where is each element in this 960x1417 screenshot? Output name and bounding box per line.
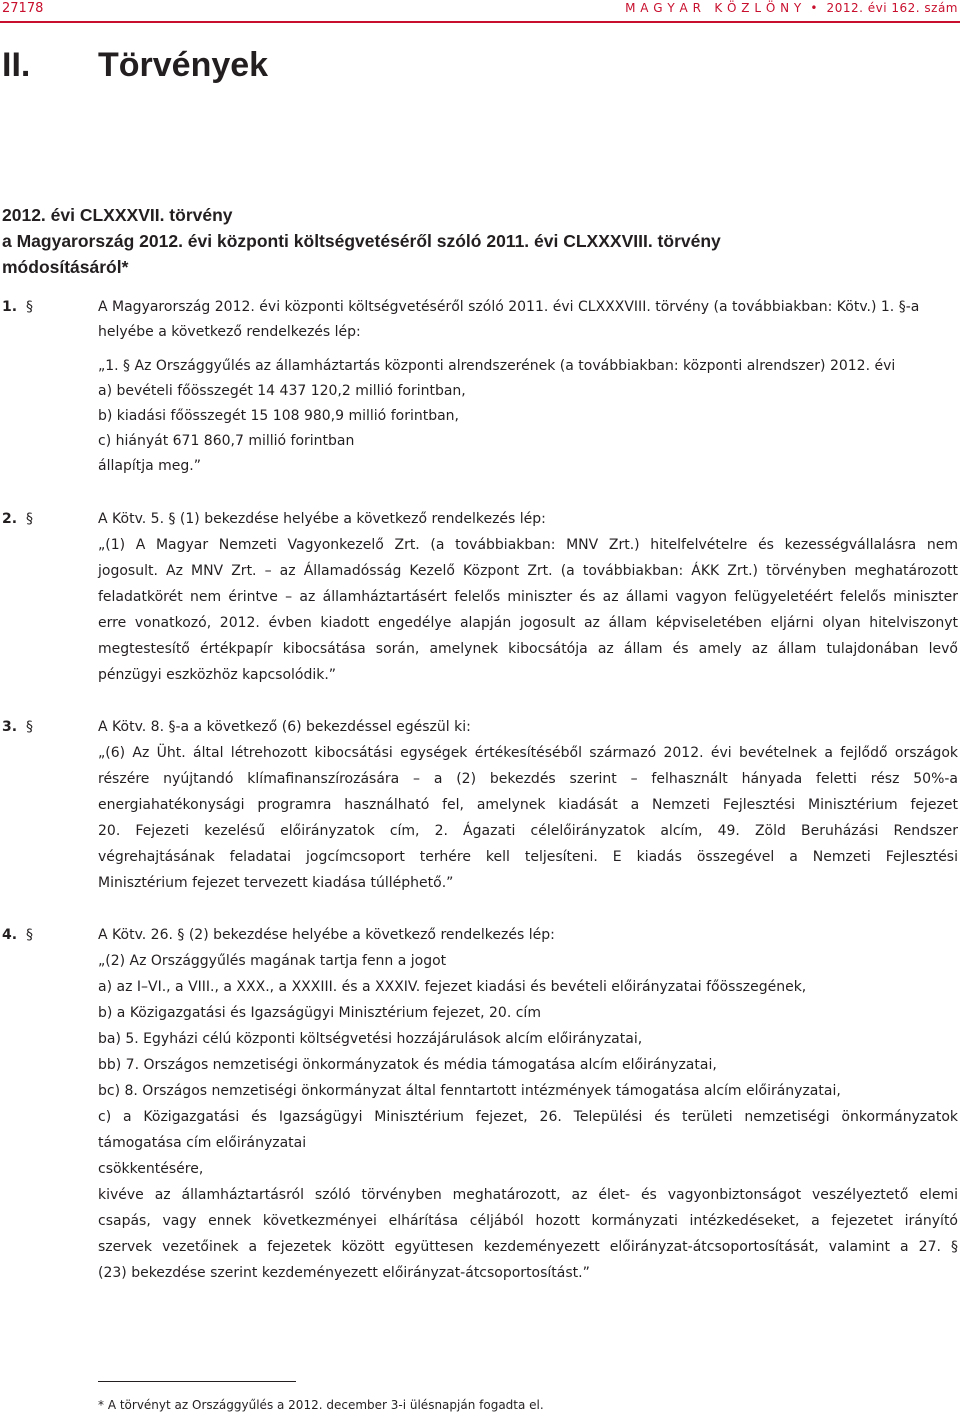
quoted-text: Minisztérium fejezet tervezett kiadása túlléphető.”: [98, 875, 454, 891]
section-number: 1.: [2, 299, 18, 315]
header-rule: [0, 21, 960, 23]
part-number: II.: [2, 46, 31, 84]
section-number: 2.: [2, 511, 18, 527]
section-text: A Magyarország 2012. évi központi költségvetéséről szóló 2011. évi CLXXXVIII. törvény (a továbbiakban: Kötv.) 1. §-a: [98, 299, 920, 315]
section-sign: §: [26, 511, 33, 527]
law-title-line: 2012. évi CLXXXVII. törvény: [2, 205, 233, 225]
list-item: bb) 7. Országos nemzetiségi önkormányzatok és média támogatása alcím előirányzatai,: [98, 1057, 717, 1073]
quoted-text: csapás, vagy ennek következményei elhárítása céljából hozott kormányzati intézkedéseket, a fejezetet irányító: [98, 1213, 958, 1229]
quoted-text: megtestesítő értékpapír kibocsátása során, amelynek kibocsátója az állam és amely az állam tulajdonában levő: [98, 641, 958, 657]
page-number: 27178: [2, 1, 44, 16]
list-item: támogatása cím előirányzatai: [98, 1135, 307, 1151]
quoted-text: részére nyújtandó klímafinanszírozására – a (2) bekezdés szerint – felhasznált hányada feletti rész 50%-a: [98, 771, 958, 787]
quoted-text: (23) bekezdése szerint kezdeményezett előirányzat-átcsoportosítást.”: [98, 1265, 590, 1281]
part-title: Törvények: [98, 46, 269, 84]
section-number: 3.: [2, 719, 18, 735]
quoted-text: energiahatékonysági programra használható fel, amelynek kiadását a Nemzeti Fejlesztési Minisztérium fejezet: [98, 797, 958, 813]
section-number: 4.: [2, 927, 18, 943]
quoted-text: feladatkörét nem érintve – az államháztartásért felelős miniszter és az állami vagyon felügyeletéért felelős miniszter: [98, 589, 958, 605]
list-item: b) kiadási főösszegét 15 108 980,9 millió forintban,: [98, 408, 459, 424]
quoted-text: végrehajtásának feladatai jogcímcsoport terhére kell teljesíteni. E kiadás összegével a Nemzeti Fejlesztési: [98, 849, 958, 865]
law-title-line: módosításáról*: [2, 257, 129, 277]
list-item: a) az I–VI., a VIII., a XXX., a XXXIII. és a XXXIV. fejezet kiadási és bevételi előirányzatai főösszegének,: [98, 979, 807, 995]
section-sign: §: [26, 719, 33, 735]
quoted-text: állapítja meg.”: [98, 458, 201, 474]
quoted-text: kivéve az államháztartásról szóló törvényben meghatározott, az élet- és vagyonbiztonságot veszélyeztető elemi: [98, 1187, 958, 1203]
quoted-text: „1. § Az Országgyűlés az államháztartás központi alrendszerének (a továbbiakban: központi alrendszer) 2012. évi: [98, 358, 896, 374]
list-item: a) bevételi főösszegét 14 437 120,2 millió forintban,: [98, 383, 466, 399]
list-item: ba) 5. Egyházi célú központi költségvetési hozzájárulások alcím előirányzatai,: [98, 1031, 643, 1047]
footnote-rule: [98, 1381, 296, 1382]
quoted-text: „(2) Az Országgyűlés magának tartja fenn a jogot: [98, 953, 447, 969]
list-item: bc) 8. Országos nemzetiségi önkormányzat által fenntartott intézmények támogatása alcím előirányzatai,: [98, 1083, 841, 1099]
quoted-text: pénzügyi eszközhöz kapcsolódik.”: [98, 667, 337, 683]
law-title-line: a Magyarország 2012. évi központi költségvetéséről szóló 2011. évi CLXXXVIII. törvény: [2, 231, 721, 251]
section-text: A Kötv. 8. §-a a következő (6) bekezdéssel egészül ki:: [98, 719, 471, 735]
list-item: c) hiányát 671 860,7 millió forintban: [98, 433, 355, 449]
quoted-text: erre vonatkozó, 2012. évben kiadott engedélye alapján jogosult az állam képviseletében eljárni olyan hitelviszonyt: [98, 615, 958, 631]
list-item: b) a Közigazgatási és Igazságügyi Minisztérium fejezet, 20. cím: [98, 1005, 541, 1021]
quoted-text: 20. Fejezeti kezelésű előirányzatok cím, 2. Ágazati célelőirányzatok alcím, 49. Zöld Beruházási Rendszer: [98, 823, 958, 839]
quoted-text: szervek vezetőinek a fejezetek között együttesen kezdeményezett előirányzat-átcsoportosítását, valamint a 27. §: [98, 1239, 958, 1255]
quoted-text: csökkentésére,: [98, 1161, 204, 1177]
footnote: * A törvényt az Országgyűlés a 2012. december 3-i ülésnapján fogadta el.: [98, 1398, 544, 1412]
quoted-text: „(6) Az Üht. által létrehozott kibocsátási egységek értékesítéséből származó 2012. évi bevételnek a fejlődő országok: [98, 745, 958, 761]
quoted-text: jogosult. Az MNV Zrt. – az Államadósság Kezelő Központ Zrt. (a továbbiakban: ÁKK Zrt.) törvényben meghatározott: [98, 563, 958, 579]
quoted-text: „(1) A Magyar Nemzeti Vagyonkezelő Zrt. (a továbbiakban: MNV Zrt.) hitelfelvételre és kezességvállalásra nem: [98, 537, 958, 553]
list-item: c) a Közigazgatási és Igazságügyi Minisztérium fejezet, 26. Települési és területi nemzetiségi önkormányzatok: [98, 1109, 958, 1125]
law-title: [2, 202, 721, 280]
section-sign: §: [26, 927, 33, 943]
section-sign: §: [26, 299, 33, 315]
section-text: helyébe a következő rendelkezés lép:: [98, 324, 361, 340]
section-text: A Kötv. 5. § (1) bekezdése helyébe a következő rendelkezés lép:: [98, 511, 546, 527]
section-text: A Kötv. 26. § (2) bekezdése helyébe a következő rendelkezés lép:: [98, 927, 555, 943]
journal-title: M A G Y A R K Ö Z L Ö N Y • 2012. évi 162. szám: [625, 1, 958, 15]
